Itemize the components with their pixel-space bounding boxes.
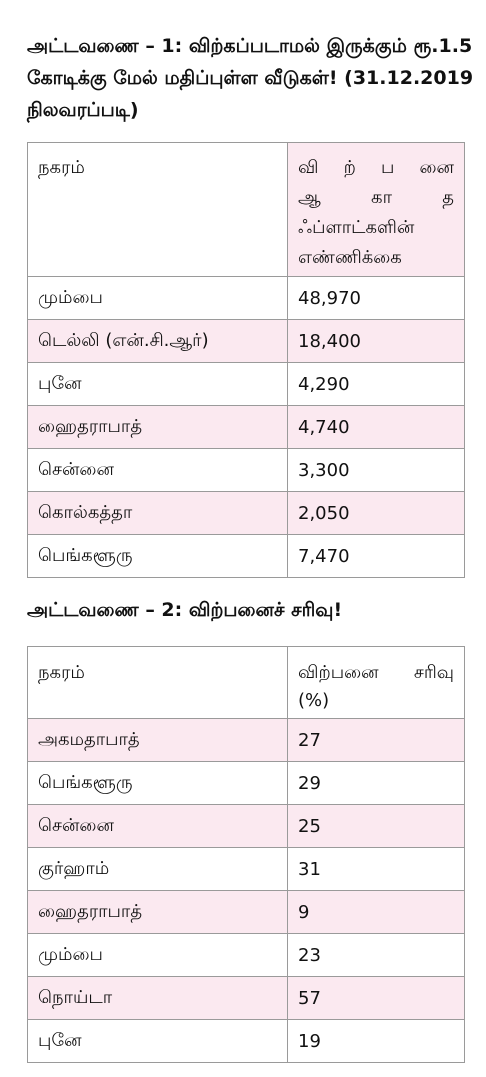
table1-header-count bbox=[288, 143, 465, 277]
table-row bbox=[28, 277, 465, 320]
table-cell-value: 48,970 bbox=[288, 277, 465, 320]
table-cell-value: 18,400 bbox=[288, 320, 465, 363]
table2-header-decline bbox=[288, 647, 465, 719]
table-row bbox=[28, 406, 465, 449]
table1-header-count-line: ஆ கா த bbox=[298, 187, 454, 208]
table-row bbox=[28, 535, 465, 578]
table-cell-city: கொல்கத்தா bbox=[28, 492, 288, 535]
table-row bbox=[28, 719, 465, 762]
table-cell-value: 31 bbox=[288, 848, 465, 891]
table-cell-value: 2,050 bbox=[288, 492, 465, 535]
table-cell-value: 23 bbox=[288, 934, 465, 977]
table-cell-value: 25 bbox=[288, 805, 465, 848]
table-row bbox=[28, 805, 465, 848]
table2-header-decline-line: விற்பனை சரிவு bbox=[298, 662, 454, 683]
table1-header-count-line: ஃப்ளாட்களின் bbox=[298, 217, 415, 238]
table-cell-city: சென்னை bbox=[28, 805, 288, 848]
table-cell-city: புனே bbox=[28, 363, 288, 406]
table2-header-city: நகரம் bbox=[28, 647, 288, 719]
table-row bbox=[28, 492, 465, 535]
table2-header-row bbox=[28, 647, 465, 719]
table2-header-decline-line: (%) bbox=[298, 690, 330, 711]
table-row bbox=[28, 848, 465, 891]
table-row bbox=[28, 762, 465, 805]
table2-title: அட்டவணை – 2: விற்பனைச் சரிவு! bbox=[27, 599, 343, 621]
table-cell-value: 4,290 bbox=[288, 363, 465, 406]
table-row bbox=[28, 363, 465, 406]
table-cell-value: 9 bbox=[288, 891, 465, 934]
table-cell-city: குர்ஹாம் bbox=[28, 848, 288, 891]
table-cell-value: 27 bbox=[288, 719, 465, 762]
table-cell-city: மும்பை bbox=[28, 934, 288, 977]
table-row bbox=[28, 1020, 465, 1063]
table1-unsold-flats bbox=[27, 142, 465, 578]
table-cell-city: பெங்களூரு bbox=[28, 535, 288, 578]
table-cell-value: 3,300 bbox=[288, 449, 465, 492]
table-cell-city: டெல்லி (என்.சி.ஆர்) bbox=[28, 320, 288, 363]
table1-header-count-line: வி ற் ப னை bbox=[298, 157, 454, 178]
table-row bbox=[28, 449, 465, 492]
table2-sales-decline bbox=[27, 646, 465, 1063]
table1-title: அட்டவணை – 1: விற்கப்படாமல் இருக்கும் ரூ.1.5 கோடிக்கு மேல் மதிப்புள்ள வீடுகள்! (31.12.2019 நிலவரப்படி) bbox=[27, 35, 474, 121]
table-cell-city: ஹைதராபாத் bbox=[28, 406, 288, 449]
table-cell-city: புனே bbox=[28, 1020, 288, 1063]
table-cell-value: 19 bbox=[288, 1020, 465, 1063]
table-cell-city: மும்பை bbox=[28, 277, 288, 320]
table-row bbox=[28, 320, 465, 363]
table1-header-city: நகரம் bbox=[28, 143, 288, 277]
table-cell-city: அகமதாபாத் bbox=[28, 719, 288, 762]
table-row bbox=[28, 891, 465, 934]
table-cell-city: சென்னை bbox=[28, 449, 288, 492]
table-cell-value: 57 bbox=[288, 977, 465, 1020]
table-cell-city: பெங்களூரு bbox=[28, 762, 288, 805]
table-row bbox=[28, 934, 465, 977]
table-cell-value: 7,470 bbox=[288, 535, 465, 578]
table-cell-value: 29 bbox=[288, 762, 465, 805]
table1-header-count-line: எண்ணிக்கை bbox=[298, 247, 402, 268]
table-cell-city: நொய்டா bbox=[28, 977, 288, 1020]
table1-header-row bbox=[28, 143, 465, 277]
table-row bbox=[28, 977, 465, 1020]
table-cell-value: 4,740 bbox=[288, 406, 465, 449]
table-cell-city: ஹைதராபாத் bbox=[28, 891, 288, 934]
